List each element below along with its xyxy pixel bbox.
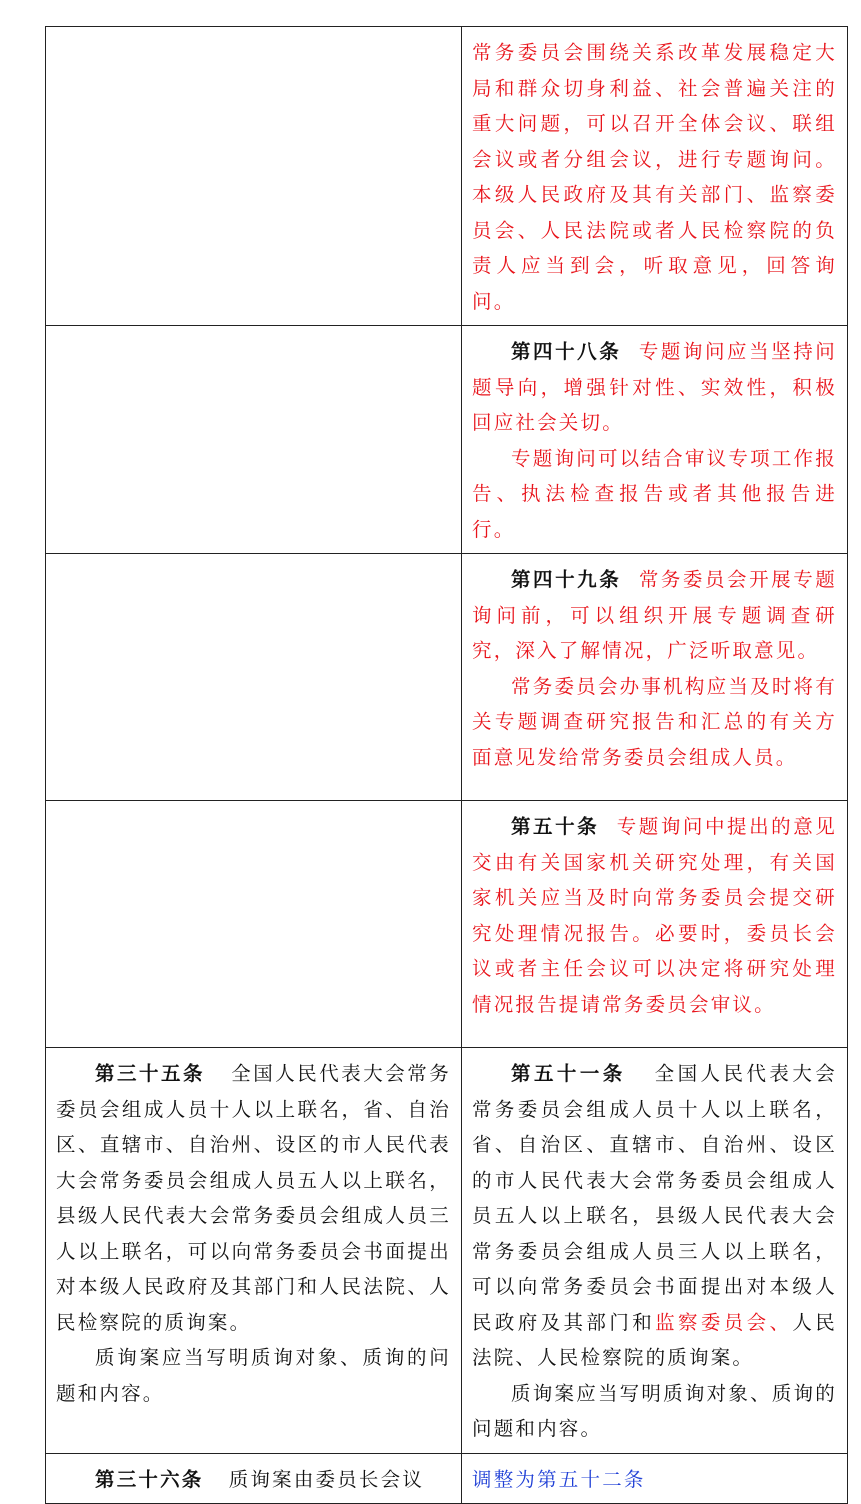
article-text: 全国人民代表大会常务委员会组成人员十人以上联名，省、自治区、直辖市、自治州、设区的市人民代表大会常务委员会组成人员五人以上联名，县级人民代表大会常务委员会组成人员三人以上联名，可以向常务委员会书面提出对本级人民政府及其部门和人民法院、人民检察院的质询案。 (56, 1062, 451, 1334)
article-number: 第四十八条 (511, 340, 622, 363)
article-text: 专题询问中提出的意见交由有关国家机关研究处理，有关国家机关应当及时向常务委员会提交研究处理情况报告。必要时，委员长会议或者主任会议可以决定将研究处理情况报告提请常务委员会审议。 (472, 815, 837, 1016)
article-number: 第五十条 (511, 815, 600, 838)
article-paragraph (472, 334, 837, 441)
article-text: 专题询问应当坚持问题导向，增强针对性、实效性，积极回应社会关切。 (472, 340, 837, 434)
article-text: 常务委员会围绕关系改革发展稳定大局和群众切身利益、社会普遍关注的重大问题，可以召开全体会议、联组会议或者分组会议，进行专题询问。本级人民政府及其有关部门、监察委员会、人民法院或者人民检察院的负责人应当到会，听取意见，回答询问。 (472, 41, 837, 313)
article-paragraph: 常务委员会办事机构应当及时将有关专题调查研究报告和汇总的有关方面意见发给常务委员会组成人员。 (472, 674, 837, 769)
left-cell-empty (46, 554, 462, 801)
article-number: 第五十一条 (511, 1062, 626, 1085)
left-cell (46, 1453, 462, 1504)
table-row (46, 554, 848, 801)
article-number: 第四十九条 (511, 568, 622, 591)
table-row (46, 801, 848, 1048)
article-text: 人民法院、人民检察院的质询案。 (472, 1310, 838, 1369)
right-cell (462, 1048, 848, 1454)
right-cell (462, 801, 848, 1048)
article-paragraph (472, 562, 837, 669)
article-number: 第三十五条 (95, 1062, 206, 1085)
article-text: 全国人民代表大会常务委员会组成人员十人以上联名，省、自治区、直辖市、自治州、设区的市人民代表大会常务委员会组成人员五人以上联名，县级人民代表大会常务委员会组成人员三人以上联名，可以向常务委员会书面提出对本级人民政府及其部门和 (472, 1062, 837, 1334)
left-cell (46, 1048, 462, 1454)
article-number: 第三十六条 (95, 1467, 204, 1491)
article-paragraph: 专题询问可以结合审议专项工作报告、执法检查报告或者其他报告进行。 (472, 446, 837, 541)
article-paragraph (472, 1056, 837, 1376)
right-cell (462, 554, 848, 801)
article-paragraph: 质询案应当写明质询对象、质询的问题和内容。 (56, 1346, 451, 1405)
comparison-table (45, 26, 848, 1504)
table-row (46, 1048, 848, 1454)
table-row (46, 326, 848, 554)
table-row (46, 1453, 848, 1504)
left-cell-empty (46, 27, 462, 326)
right-cell (462, 27, 848, 326)
right-cell (462, 326, 848, 554)
article-paragraph (56, 1056, 451, 1340)
table-row (46, 27, 848, 326)
article-paragraph: 质询案应当写明质询对象、质询的问题和内容。 (472, 1381, 837, 1440)
article-paragraph (472, 809, 837, 1022)
right-cell (462, 1453, 848, 1504)
left-cell-empty (46, 801, 462, 1048)
article-text: 常务委员会开展专题询问前，可以组织开展专题调查研究，深入了解情况，广泛听取意见。 (472, 568, 837, 662)
renumber-note: 调整为第五十二条 (472, 1467, 646, 1491)
inserted-text: 监察委员会、 (655, 1310, 793, 1334)
article-text: 质询案由委员长会议 (228, 1467, 425, 1491)
left-cell-empty (46, 326, 462, 554)
article-paragraph (56, 1462, 451, 1498)
